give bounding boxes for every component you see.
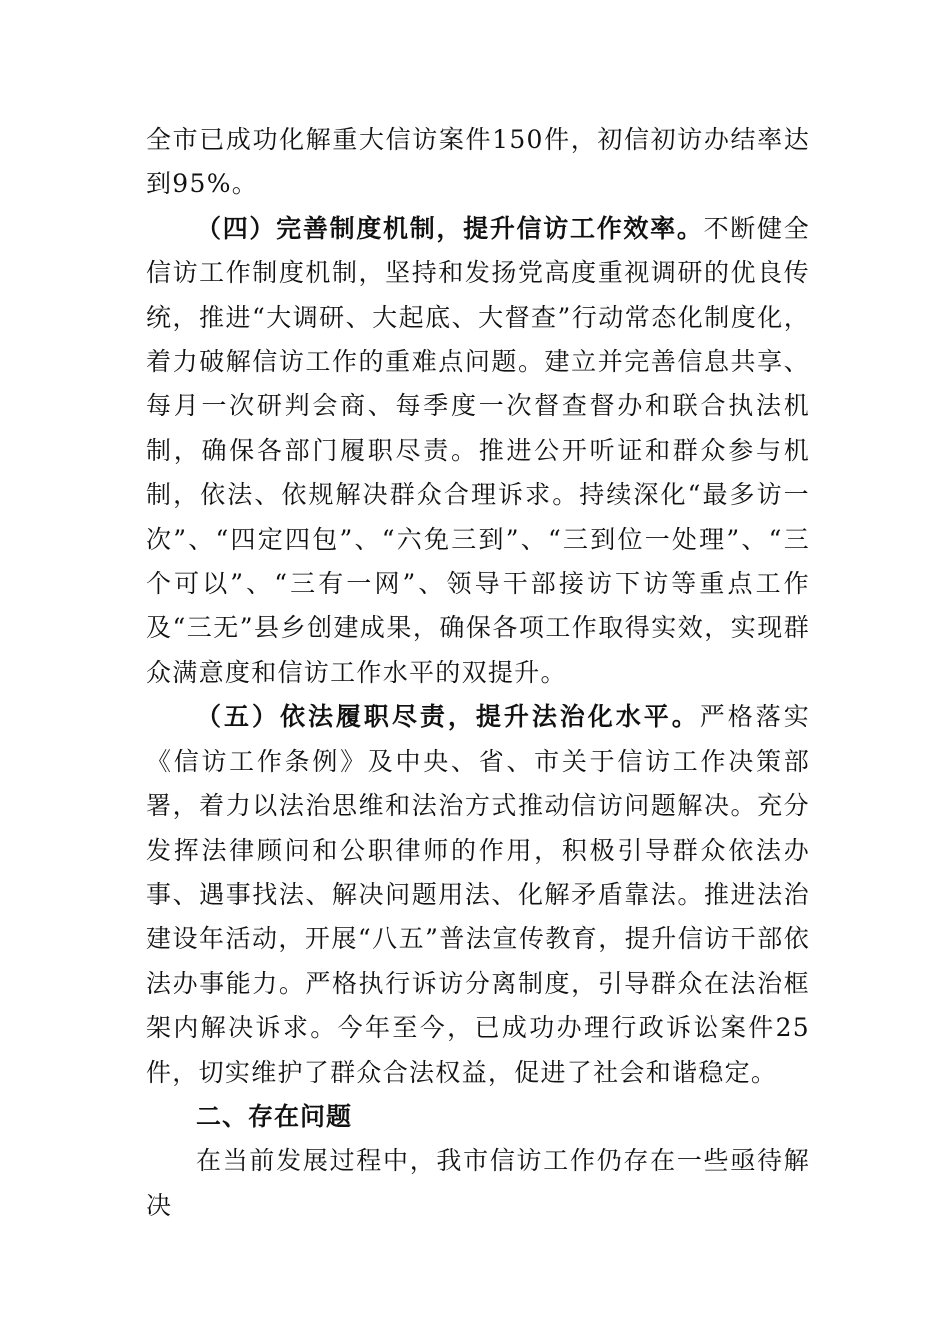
paragraph-section-five (146, 695, 810, 1095)
paragraph-lead-heading: （五）依法履职尽责，提升法治化水平。 (196, 702, 700, 732)
section-heading: 二、存在问题 (196, 1101, 353, 1131)
paragraph-lead-heading: （四）完善制度机制，提升信访工作效率。 (196, 213, 704, 243)
paragraph-continued (146, 118, 810, 207)
paragraph-text: 不断健全信访工作制度机制，坚持和发扬党高度重视调研的优良传统，推进“大调研、大起底、大督查”行动常态化制度化，着力破解信访工作的重难点问题。建立并完善信息共享、每月一次研判会商、每季度一次督查督办和联合执法机制，确保各部门履职尽责。推进公开听证和群众参与机制，依法、依规解决群众合理诉求。持续深化“最多访一次”、“四定四包”、“六免三到”、“三到位一处理”、“三个可以”、“三有一网”、领导干部接访下访等重点工作及“三无”县乡创建成果，确保各项工作取得实效，实现群众满意度和信访工作水平的双提升。 (146, 213, 811, 687)
paragraph-text: 全市已成功化解重大信访案件150件，初信初访办结率达到95%。 (146, 125, 810, 199)
document-body (146, 118, 810, 1228)
paragraph-text: 严格落实《信访工作条例》及中央、省、市关于信访工作决策部署，着力以法治思维和法治方式推动信访问题解决。充分发挥法律顾问和公职律师的作用，积极引导群众依法办事、遇事找法、解决问题用法、化解矛盾靠法。推进法治建设年活动，开展“八五”普法宣传教育，提升信访干部依法办事能力。严格执行诉访分离制度，引导群众在法治框架内解决诉求。今年至今，已成功办理行政诉讼案件25件，切实维护了群众合法权益，促进了社会和谐稳定。 (146, 702, 811, 1087)
paragraph-section-four (146, 207, 810, 695)
paragraph-problems-intro: 在当前发展过程中，我市信访工作仍存在一些亟待解决 (146, 1146, 810, 1220)
